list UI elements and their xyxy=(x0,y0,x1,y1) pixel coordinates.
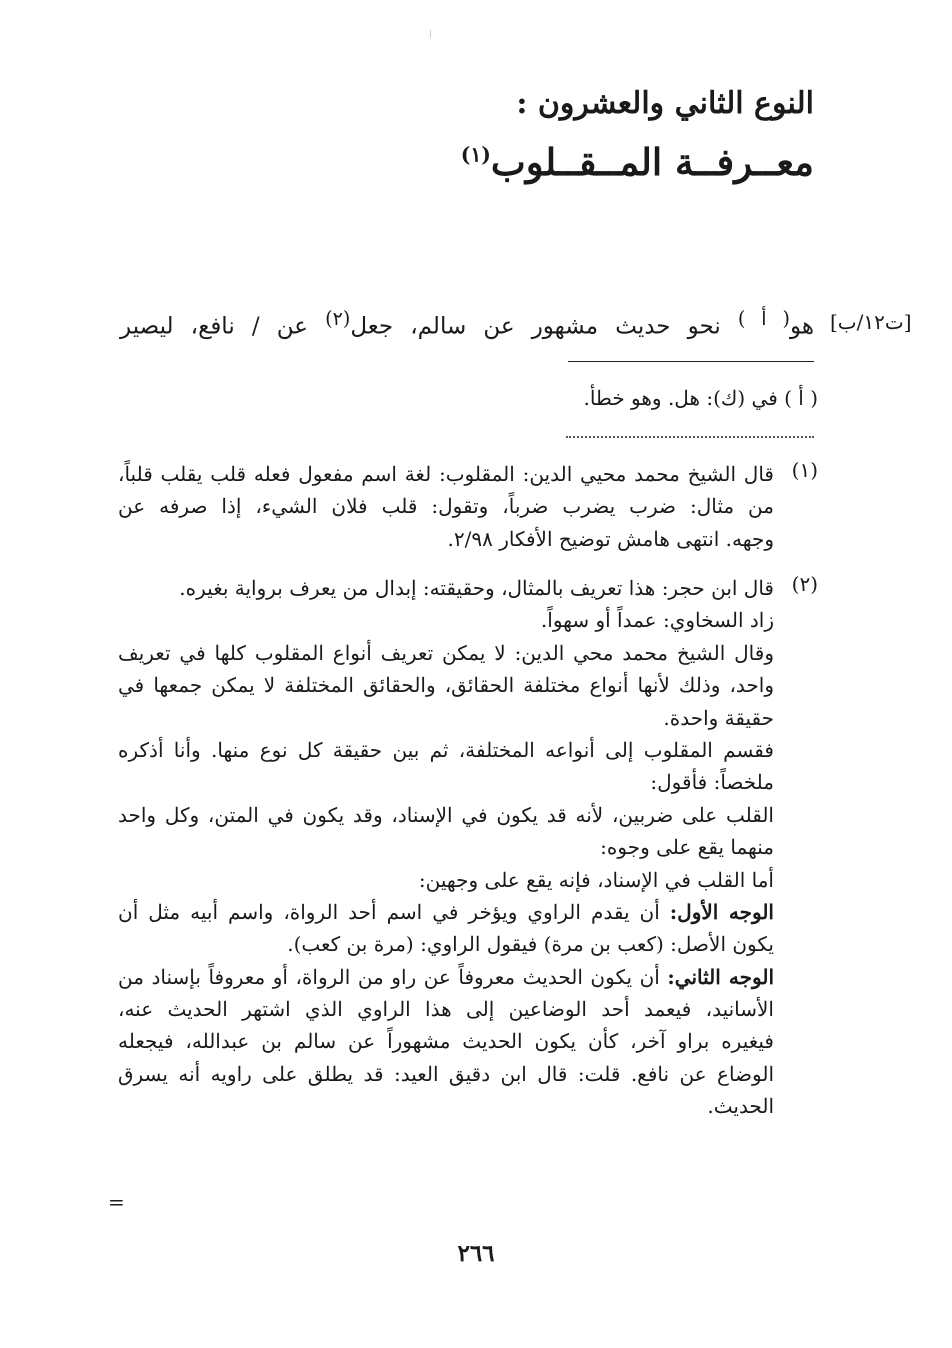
chapter-heading: النوع الثاني والعشرون : xyxy=(516,86,814,121)
manuscript-folio-ref: [ت١٢/ب] xyxy=(830,310,912,334)
footnote-1-number: (١) xyxy=(791,458,818,482)
wajh-2-line: الحديث. xyxy=(707,1094,774,1119)
section-title-text: معــرفــة المــقــلوب xyxy=(490,140,814,184)
footnote-2-number: (٢) xyxy=(791,572,818,596)
footnote-1-line: من مثال: ضرب يضرب ضرباً، وتقول: قلب فلان الشيء، إذا صرفه عن xyxy=(118,494,774,519)
wajh-2-line xyxy=(118,961,774,993)
footnote-2-line: حقيقة واحدة. xyxy=(663,705,774,730)
page-number: ٢٦٦ xyxy=(457,1240,495,1267)
scan-mark xyxy=(430,30,431,38)
footnote-1 xyxy=(118,458,818,555)
footnote-2-line: ملخصاً: فأقول: xyxy=(650,770,774,795)
footnote-2-line: منهما يقع على وجوه: xyxy=(600,835,774,860)
wajh-1-label: الوجه الأول: xyxy=(669,899,774,924)
footnote-2-line: زاد السخاوي: عمداً أو سهواً. xyxy=(540,608,774,633)
wajh-1-line xyxy=(118,896,774,928)
main-text-part-3: عن / نافع، ليصير xyxy=(120,313,308,340)
footnote-2 xyxy=(118,572,818,1123)
section-title xyxy=(461,140,814,184)
footnote-ref-2: (٢) xyxy=(325,307,351,330)
variant-note: ( أ ) في (ك): هل. وهو خطأ. xyxy=(583,386,818,410)
footnote-2-line: قال ابن حجر: هذا تعريف بالمثال، وحقيقته: إبدال من يعرف برواية بغيره. xyxy=(179,576,774,600)
footnote-1-line: قال الشيخ محمد محيي الدين: المقلوب: لغة اسم مفعول فعله قلب يقلب قلباً، xyxy=(118,462,774,486)
footnote-2-line: واحد، وذلك لأنها أنواع مختلفة الحقائق، والحقائق المختلفة لا يمكن جمعها في xyxy=(118,673,774,698)
main-text-part-2: نحو حديث مشهور عن سالم، جعل xyxy=(350,313,721,340)
footnote-separator xyxy=(568,361,814,362)
footnote-2-line: أما القلب في الإسناد، فإنه يقع على وجهين: xyxy=(418,867,774,892)
continuation-mark: = xyxy=(108,1190,125,1214)
footnote-2-line: فقسم المقلوب إلى أنواعه المختلفة، ثم بين حقيقة كل نوع منها. وأنا أذكره xyxy=(118,737,774,762)
main-text-line xyxy=(120,307,814,340)
wajh-2-line: الأسانيد، فيعمد أحد الوضاعين إلى هذا الراوي الذي اشتهر الحديث عنه، xyxy=(118,997,774,1022)
footnote-2-line: القلب على ضربين، لأنه قد يكون في الإسناد، وقد يكون في المتن، وكل واحد xyxy=(118,802,774,827)
wajh-2-label: الوجه الثاني: xyxy=(667,964,774,989)
wajh-2-text: أن يكون الحديث معروفاً عن راو من الرواة، أو معروفاً بإسناد من xyxy=(118,964,660,989)
wajh-1-text: أن يقدم الراوي ويؤخر في اسم أحد الرواة، واسم أبيه مثل أن xyxy=(118,899,660,924)
wajh-2-line: فيغيره براو آخر، كأن يكون الحديث مشهوراً عن سالم بن عبدالله، فيجعله xyxy=(118,1029,774,1054)
wajh-2-line: الوضاع عن نافع. قلت: قال ابن دقيق العيد: قد يطلق على راويه أنه يسرق xyxy=(118,1061,774,1086)
variant-ref-a: ( أ ) xyxy=(737,307,790,330)
main-text-part-1: هو xyxy=(789,313,814,340)
wajh-1-line-2: يكون الأصل: (كعب بن مرة) فيقول الراوي: (مرة بن كعب). xyxy=(287,932,774,957)
dotted-separator xyxy=(566,436,814,438)
footnote-1-line: وجهه. انتهى هامش توضيح الأفكار ٢/٩٨. xyxy=(447,526,774,551)
title-footnote-ref: (١) xyxy=(460,142,491,167)
footnote-2-line: وقال الشيخ محمد محي الدين: لا يمكن تعريف أنواع المقلوب كلها في تعريف xyxy=(118,640,774,665)
